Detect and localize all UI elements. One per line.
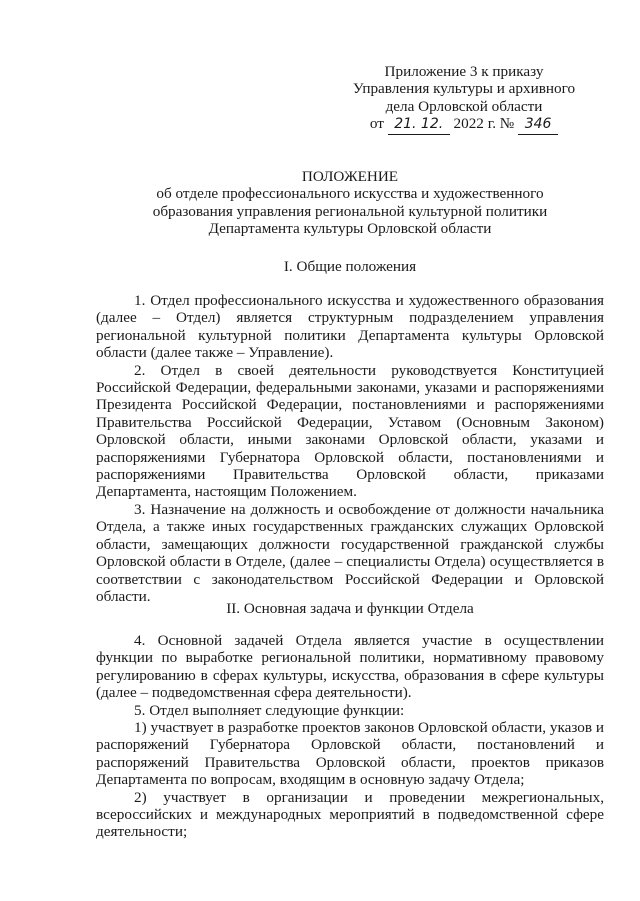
paragraph-4: 4. Основной задачей Отдела является участие в осуществлении функции по выработке региональной политики, нормативному правовому регулированию в сферах культуры, искусства, образования в сфере культуры (далее – подведомственная сфера деятельности).	[96, 632, 604, 702]
section-2-body	[96, 632, 604, 841]
paragraph-1: 1. Отдел профессионального искусства и художественного образования (далее – Отдел) является структурным подразделением управления региональной культурной политики Департамента культуры Орловской области (далее также – Управление).	[96, 292, 604, 362]
annex-date-line	[344, 115, 584, 134]
document-title	[96, 168, 604, 238]
date-prefix: от	[369, 115, 384, 133]
section-1-heading: I. Общие положения	[283, 258, 417, 275]
paragraph-5: 5. Отдел выполняет следующие функции:	[134, 701, 405, 719]
title-line-3: Департамента культуры Орловской области	[208, 220, 492, 238]
handwritten-date: 21. 12.	[388, 116, 450, 134]
paragraph-3: 3. Назначение на должность и освобождение от должности начальника Отдела, а также иных государственных гражданских служащих Орловской области, замещающих должности государственной гражданской службы Орловской области в Отделе, (далее – специалисты Отдела) осуществляется в соответствии с законодательством Российской Федерации и Орловской области.	[96, 500, 604, 605]
year-text: 2022 г. №	[453, 115, 515, 133]
paragraph-2: 2. Отдел в своей деятельности руководствуется Конституцией Российской Федерации, федеральными законами, указами и распоряжениями Президента Российской Федерации, постановлениями и распоряжениями Правительства Российской Федерации, Уставом (Основным Законом) Орловской области, иными законами Орловской области, указами и распоряжениями Губернатора Орловской области, постановлениями и распоряжениями Правительства Орловской области, приказами Департамента, настоящим Положением.	[96, 361, 604, 501]
title-heading: ПОЛОЖЕНИЕ	[301, 168, 399, 185]
section-1-body	[96, 292, 604, 605]
annex-line-3: дела Орловской области	[385, 97, 543, 115]
annex-line-2: Управления культуры и архивного	[352, 80, 576, 98]
annex-header	[344, 63, 584, 135]
annex-line-1: Приложение 3 к приказу	[384, 63, 544, 80]
title-line-1: об отделе профессионального искусства и художественного	[156, 185, 544, 203]
function-item-2: 2) участвует в организации и проведении межрегиональных, всероссийских и международных мероприятий в подведомственной сфере деятельности;	[96, 788, 604, 841]
function-item-1: 1) участвует в разработке проектов законов Орловской области, указов и распоряжений Губернатора Орловской области, постановлений и распоряжений Правительства Орловской области, проектов приказов Департамента по вопросам, входящим в основную задачу Отдела;	[96, 719, 604, 789]
title-line-2: образования управления региональной культурной политики	[152, 202, 548, 220]
section-2-heading: II. Основная задача и функции Отдела	[226, 600, 474, 617]
handwritten-number: 346	[518, 116, 558, 134]
